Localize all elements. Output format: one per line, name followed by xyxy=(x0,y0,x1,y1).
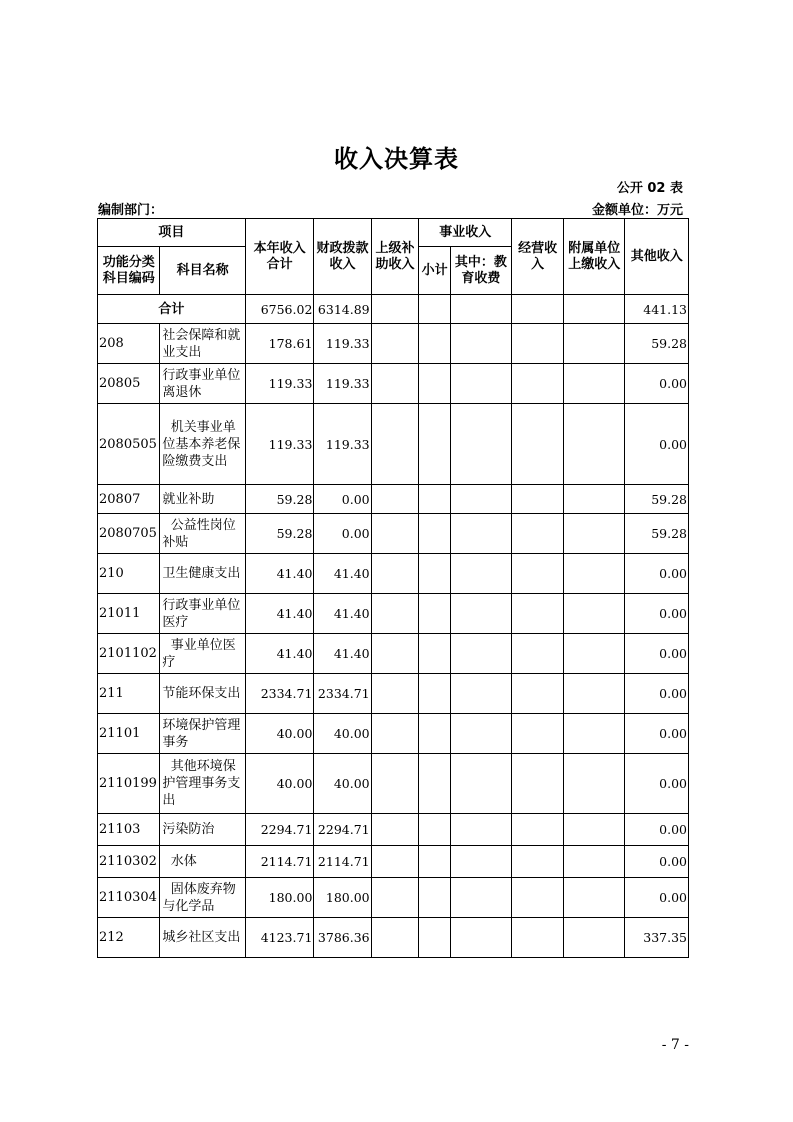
row-other: 59.28 xyxy=(625,485,689,514)
row-fiscal: 41.40 xyxy=(314,634,371,674)
row-fiscal: 2334.71 xyxy=(314,674,371,714)
row-fiscal: 180.00 xyxy=(314,878,371,918)
row-affiliated xyxy=(564,918,625,958)
header-other: 其他收入 xyxy=(625,219,689,295)
row-affiliated xyxy=(564,878,625,918)
row-operating xyxy=(512,918,564,958)
row-fiscal: 119.33 xyxy=(314,364,371,404)
row-total: 59.28 xyxy=(245,485,314,514)
row-subtotal xyxy=(419,404,450,485)
header-total-income: 本年收入合计 xyxy=(245,219,314,295)
row-total: 2294.71 xyxy=(245,814,314,846)
row-affiliated xyxy=(564,634,625,674)
table-row xyxy=(98,404,689,485)
row-upper-subsidy xyxy=(371,485,419,514)
row-total: 180.00 xyxy=(245,878,314,918)
row-code: 2080505 xyxy=(98,404,160,485)
row-name: 行政事业单位离退休 xyxy=(160,364,245,404)
table-row xyxy=(98,714,689,754)
header-upper-subsidy: 上级补助收入 xyxy=(371,219,419,295)
row-code: 21101 xyxy=(98,714,160,754)
row-subtotal xyxy=(419,878,450,918)
row-code: 21103 xyxy=(98,814,160,846)
department-label: 编制部门： xyxy=(98,203,164,218)
row-education xyxy=(450,754,511,814)
row-fiscal: 41.40 xyxy=(314,594,371,634)
row-operating xyxy=(512,594,564,634)
row-affiliated xyxy=(564,846,625,878)
unit-label: 金额单位：万元 xyxy=(591,203,683,218)
row-operating xyxy=(512,878,564,918)
row-total: 59.28 xyxy=(245,514,314,554)
header-subject-name: 科目名称 xyxy=(160,247,245,295)
table-row xyxy=(98,814,689,846)
row-fiscal: 2294.71 xyxy=(314,814,371,846)
row-education xyxy=(450,594,511,634)
header-project: 项目 xyxy=(98,219,246,247)
row-total: 41.40 xyxy=(245,554,314,594)
row-affiliated xyxy=(564,594,625,634)
row-name: 城乡社区支出 xyxy=(160,918,245,958)
row-operating xyxy=(512,754,564,814)
row-upper-subsidy xyxy=(371,514,419,554)
row-subtotal xyxy=(419,554,450,594)
form-number: 公开 02 表 xyxy=(616,181,683,196)
row-other: 337.35 xyxy=(625,918,689,958)
row-upper-subsidy xyxy=(371,634,419,674)
row-upper-subsidy xyxy=(371,554,419,594)
row-code: 21011 xyxy=(98,594,160,634)
row-name: 行政事业单位医疗 xyxy=(160,594,245,634)
row-upper-subsidy xyxy=(371,714,419,754)
row-upper-subsidy xyxy=(371,674,419,714)
row-operating xyxy=(512,324,564,364)
row-fiscal: 0.00 xyxy=(314,514,371,554)
row-education xyxy=(450,634,511,674)
row-other: 0.00 xyxy=(625,554,689,594)
row-code: 208 xyxy=(98,324,160,364)
row-fiscal: 0.00 xyxy=(314,485,371,514)
row-education xyxy=(450,714,511,754)
total-other-value: 441.13 xyxy=(625,295,689,324)
row-upper-subsidy xyxy=(371,324,419,364)
row-operating xyxy=(512,514,564,554)
table-row xyxy=(98,674,689,714)
row-operating xyxy=(512,714,564,754)
table-row xyxy=(98,485,689,514)
row-code: 2110304 xyxy=(98,878,160,918)
row-name: 水体 xyxy=(160,846,245,878)
row-name: 公益性岗位补贴 xyxy=(160,514,245,554)
row-subtotal xyxy=(419,754,450,814)
header-education: 其中：教育收费 xyxy=(450,247,511,295)
row-code: 20805 xyxy=(98,364,160,404)
row-education xyxy=(450,554,511,594)
table-row xyxy=(98,514,689,554)
row-affiliated xyxy=(564,364,625,404)
row-subtotal xyxy=(419,918,450,958)
header-func-code: 功能分类科目编码 xyxy=(98,247,160,295)
row-education xyxy=(450,514,511,554)
page-number: - 7 - xyxy=(661,1037,689,1053)
row-name: 就业补助 xyxy=(160,485,245,514)
header-subtotal: 小计 xyxy=(419,247,450,295)
row-operating xyxy=(512,674,564,714)
row-fiscal: 2114.71 xyxy=(314,846,371,878)
row-name: 节能环保支出 xyxy=(160,674,245,714)
row-fiscal: 40.00 xyxy=(314,714,371,754)
row-other: 0.00 xyxy=(625,814,689,846)
row-other: 0.00 xyxy=(625,634,689,674)
row-affiliated xyxy=(564,814,625,846)
row-upper-subsidy xyxy=(371,814,419,846)
row-education xyxy=(450,674,511,714)
row-operating xyxy=(512,364,564,404)
row-other: 0.00 xyxy=(625,714,689,754)
table-row xyxy=(98,754,689,814)
row-total: 4123.71 xyxy=(245,918,314,958)
row-subtotal xyxy=(419,714,450,754)
row-code: 211 xyxy=(98,674,160,714)
table-row xyxy=(98,324,689,364)
row-name: 卫生健康支出 xyxy=(160,554,245,594)
row-name: 固体废弃物与化学品 xyxy=(160,878,245,918)
row-education xyxy=(450,814,511,846)
total-label: 合计 xyxy=(98,295,246,324)
row-upper-subsidy xyxy=(371,364,419,404)
row-operating xyxy=(512,554,564,594)
row-total: 178.61 xyxy=(245,324,314,364)
row-education xyxy=(450,364,511,404)
row-education xyxy=(450,918,511,958)
row-affiliated xyxy=(564,514,625,554)
header-business: 事业收入 xyxy=(419,219,512,247)
row-fiscal: 40.00 xyxy=(314,754,371,814)
page-title: 收入决算表 xyxy=(334,145,459,173)
row-operating xyxy=(512,485,564,514)
table-row xyxy=(98,594,689,634)
row-fiscal: 3786.36 xyxy=(314,918,371,958)
row-other: 59.28 xyxy=(625,514,689,554)
row-affiliated xyxy=(564,485,625,514)
row-code: 212 xyxy=(98,918,160,958)
row-name: 污染防治 xyxy=(160,814,245,846)
total-row xyxy=(98,295,689,324)
table-row xyxy=(98,918,689,958)
row-fiscal: 119.33 xyxy=(314,324,371,364)
row-name: 机关事业单位基本养老保险缴费支出 xyxy=(160,404,245,485)
row-code: 2101102 xyxy=(98,634,160,674)
row-upper-subsidy xyxy=(371,878,419,918)
row-other: 0.00 xyxy=(625,364,689,404)
row-other: 0.00 xyxy=(625,404,689,485)
row-total: 2334.71 xyxy=(245,674,314,714)
row-code: 2080705 xyxy=(98,514,160,554)
row-affiliated xyxy=(564,554,625,594)
row-affiliated xyxy=(564,754,625,814)
row-subtotal xyxy=(419,364,450,404)
row-subtotal xyxy=(419,814,450,846)
total-income-value: 6756.02 xyxy=(245,295,314,324)
row-upper-subsidy xyxy=(371,754,419,814)
row-subtotal xyxy=(419,846,450,878)
table-row xyxy=(98,878,689,918)
row-other: 0.00 xyxy=(625,846,689,878)
row-other: 0.00 xyxy=(625,878,689,918)
row-affiliated xyxy=(564,674,625,714)
row-subtotal xyxy=(419,674,450,714)
row-total: 41.40 xyxy=(245,634,314,674)
row-affiliated xyxy=(564,404,625,485)
header-operating: 经营收入 xyxy=(512,219,564,295)
row-education xyxy=(450,324,511,364)
row-name: 社会保障和就业支出 xyxy=(160,324,245,364)
row-other: 0.00 xyxy=(625,594,689,634)
row-education xyxy=(450,404,511,485)
income-table xyxy=(97,218,689,958)
table-row xyxy=(98,634,689,674)
row-subtotal xyxy=(419,485,450,514)
row-upper-subsidy xyxy=(371,594,419,634)
row-education xyxy=(450,846,511,878)
row-education xyxy=(450,485,511,514)
header-fiscal: 财政拨款收入 xyxy=(314,219,371,295)
row-operating xyxy=(512,814,564,846)
header-affiliated: 附属单位上缴收入 xyxy=(564,219,625,295)
row-code: 2110199 xyxy=(98,754,160,814)
row-upper-subsidy xyxy=(371,404,419,485)
row-subtotal xyxy=(419,514,450,554)
row-operating xyxy=(512,404,564,485)
row-code: 20807 xyxy=(98,485,160,514)
row-affiliated xyxy=(564,324,625,364)
row-operating xyxy=(512,634,564,674)
row-name: 其他环境保护管理事务支出 xyxy=(160,754,245,814)
row-subtotal xyxy=(419,324,450,364)
row-affiliated xyxy=(564,714,625,754)
table-row xyxy=(98,846,689,878)
total-fiscal-value: 6314.89 xyxy=(314,295,371,324)
row-total: 119.33 xyxy=(245,364,314,404)
row-operating xyxy=(512,846,564,878)
row-education xyxy=(450,878,511,918)
row-total: 2114.71 xyxy=(245,846,314,878)
row-upper-subsidy xyxy=(371,918,419,958)
row-code: 2110302 xyxy=(98,846,160,878)
row-total: 40.00 xyxy=(245,754,314,814)
row-code: 210 xyxy=(98,554,160,594)
row-subtotal xyxy=(419,634,450,674)
table-row xyxy=(98,554,689,594)
row-total: 119.33 xyxy=(245,404,314,485)
row-subtotal xyxy=(419,594,450,634)
row-upper-subsidy xyxy=(371,846,419,878)
row-total: 41.40 xyxy=(245,594,314,634)
row-name: 事业单位医疗 xyxy=(160,634,245,674)
row-other: 0.00 xyxy=(625,674,689,714)
row-other: 59.28 xyxy=(625,324,689,364)
row-total: 40.00 xyxy=(245,714,314,754)
table-row xyxy=(98,364,689,404)
row-fiscal: 41.40 xyxy=(314,554,371,594)
row-fiscal: 119.33 xyxy=(314,404,371,485)
row-name: 环境保护管理事务 xyxy=(160,714,245,754)
row-other: 0.00 xyxy=(625,754,689,814)
